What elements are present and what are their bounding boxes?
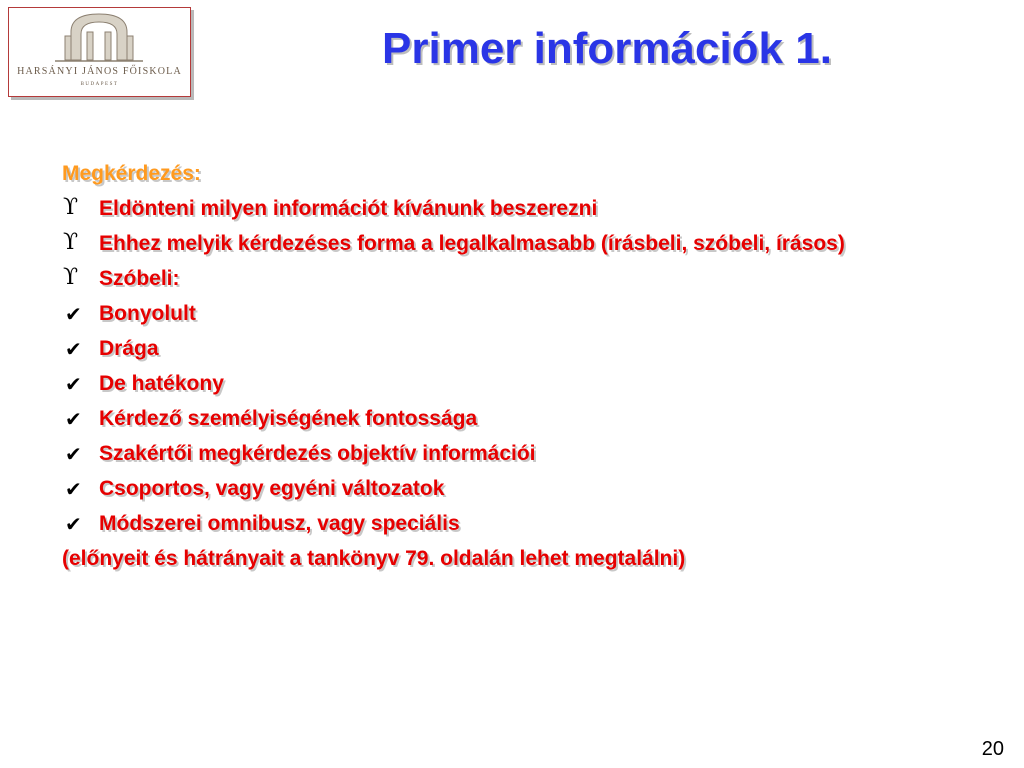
college-name: HARSÁNYI JÁNOS FŐISKOLA — [17, 66, 182, 77]
check-text: Kérdező személyiségének fontossága — [99, 407, 478, 430]
check-text: Drága — [99, 337, 159, 360]
college-logo — [8, 7, 191, 97]
bullet-icon: ϒ — [63, 230, 79, 255]
building-arch-icon — [9, 8, 190, 68]
check-text: Szakértői megkérdezés objektív információi — [99, 442, 536, 465]
checkmark-icon: ✔ — [65, 512, 82, 536]
bullet-item — [62, 197, 962, 221]
check-text: Módszerei omnibusz, vagy speciális — [99, 512, 460, 535]
slide-title: Primer információk 1. — [382, 24, 832, 73]
check-item — [62, 372, 962, 396]
check-text: Bonyolult — [99, 302, 196, 325]
checkmark-icon: ✔ — [65, 477, 82, 501]
check-item — [62, 442, 962, 466]
bullet-item — [62, 267, 962, 291]
footnote-text: (előnyeit és hátrányait a tankönyv 79. oldalán lehet megtalálni) — [62, 547, 686, 570]
checkmark-icon: ✔ — [65, 372, 82, 396]
check-text: Csoportos, vagy egyéni változatok — [99, 477, 445, 500]
bullet-icon: ϒ — [63, 195, 79, 220]
check-item — [62, 337, 962, 361]
check-item — [62, 302, 962, 326]
check-item — [62, 512, 962, 536]
check-item — [62, 407, 962, 431]
bullet-text: Eldönteni milyen információt kívánunk beszerezni — [99, 197, 598, 220]
bullet-icon: ϒ — [63, 265, 79, 290]
checkmark-icon: ✔ — [65, 337, 82, 361]
section-heading: Megkérdezés: — [62, 162, 201, 185]
bullet-item — [62, 232, 962, 256]
check-item — [62, 477, 962, 501]
checkmark-icon: ✔ — [65, 302, 82, 326]
slide-content — [62, 162, 962, 571]
page-number: 20 — [981, 738, 1004, 760]
checkmark-icon: ✔ — [65, 442, 82, 466]
checkmark-icon: ✔ — [65, 407, 82, 431]
college-city: BUDAPEST — [80, 82, 119, 87]
check-text: De hatékony — [99, 372, 224, 395]
bullet-text: Ehhez melyik kérdezéses forma a legalkalmasabb (írásbeli, szóbeli, írásos) — [99, 232, 845, 255]
bullet-text: Szóbeli: — [99, 267, 180, 290]
